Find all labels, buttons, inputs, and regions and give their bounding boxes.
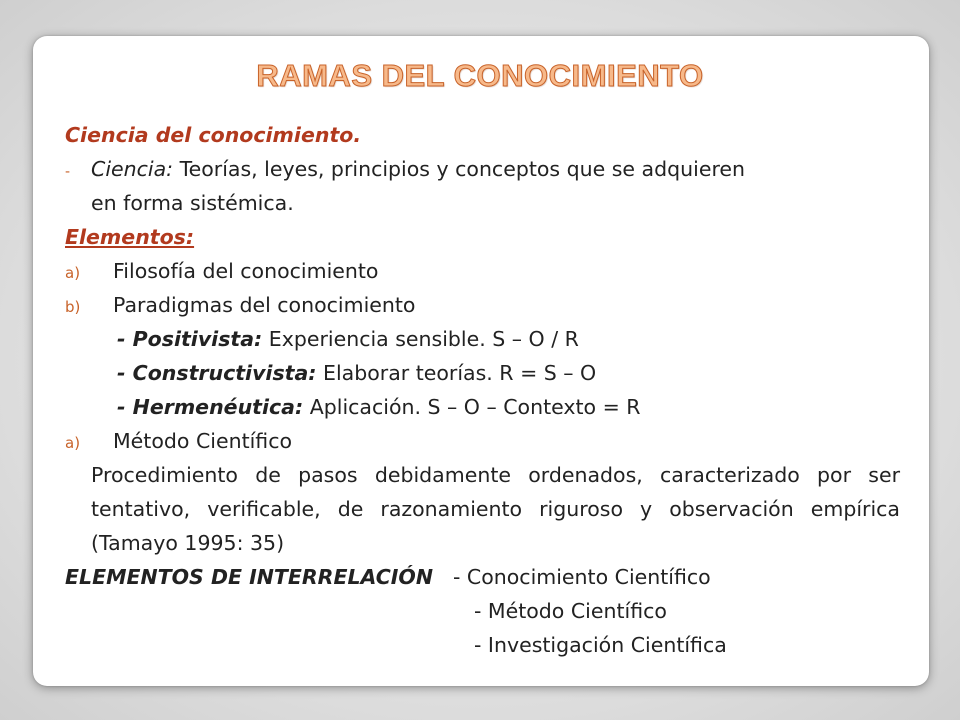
elementos-heading: Elementos: [65,225,195,249]
interrelacion-heading: ELEMENTOS DE INTERRELACIÓN [65,565,433,589]
slide-title: RAMAS DEL CONOCIMIENTO [256,58,704,93]
list-marker: a) [65,434,81,452]
ciencia-definition: Teorías, leyes, principios y conceptos que se adquieren [173,157,746,181]
paradigma-item [65,356,900,390]
metodo-description: Procedimiento de pasos debidamente ordenados, caracterizado por ser tentativo, verificable, de razonamiento riguroso y observación empírica (Tamayo 1995: 35) [91,463,900,555]
interrelacion-line [65,560,900,594]
paradigma-prefix: - [117,361,133,385]
paradigma-item [65,322,900,356]
ciencia-definition-cont: en forma sistémica. [91,191,294,215]
list-marker: a) [65,264,81,282]
paradigma-prefix: - [117,395,133,419]
ciencia-definition-line1 [65,152,900,186]
ciencia-term: Ciencia: [91,157,174,181]
ciencia-heading-line [65,118,900,152]
slide-body [65,118,900,662]
interrelacion-item: - Conocimiento Científico [453,565,711,589]
interrelacion-line [65,594,900,628]
paradigma-desc: Elaborar teorías. R = S – O [316,361,597,385]
list-item [65,424,900,458]
list-item [65,254,900,288]
paradigma-term: Positivista: [132,327,263,351]
interrelacion-item: - Método Científico [474,599,667,623]
list-item [65,288,900,322]
interrelacion-item: - Investigación Científica [474,633,727,657]
list-item-label: Método Científico [113,429,293,453]
elementos-heading-line [65,220,900,254]
paradigma-term: Constructivista: [132,361,317,385]
list-item-label: Paradigmas del conocimiento [113,293,416,317]
ciencia-definition-line2 [65,186,900,220]
paradigma-item [65,390,900,424]
paradigma-desc: Aplicación. S – O – Contexto = R [303,395,641,419]
interrelacion-line [65,628,900,662]
paradigma-term: Hermenéutica: [132,395,304,419]
ciencia-heading: Ciencia del conocimiento. [65,123,362,147]
list-item-label: Filosofía del conocimiento [113,259,379,283]
paradigma-prefix: - [117,327,133,351]
dash-bullet-icon: - [65,164,71,180]
paradigma-desc: Experiencia sensible. S – O / R [262,327,579,351]
list-marker: b) [65,298,81,316]
